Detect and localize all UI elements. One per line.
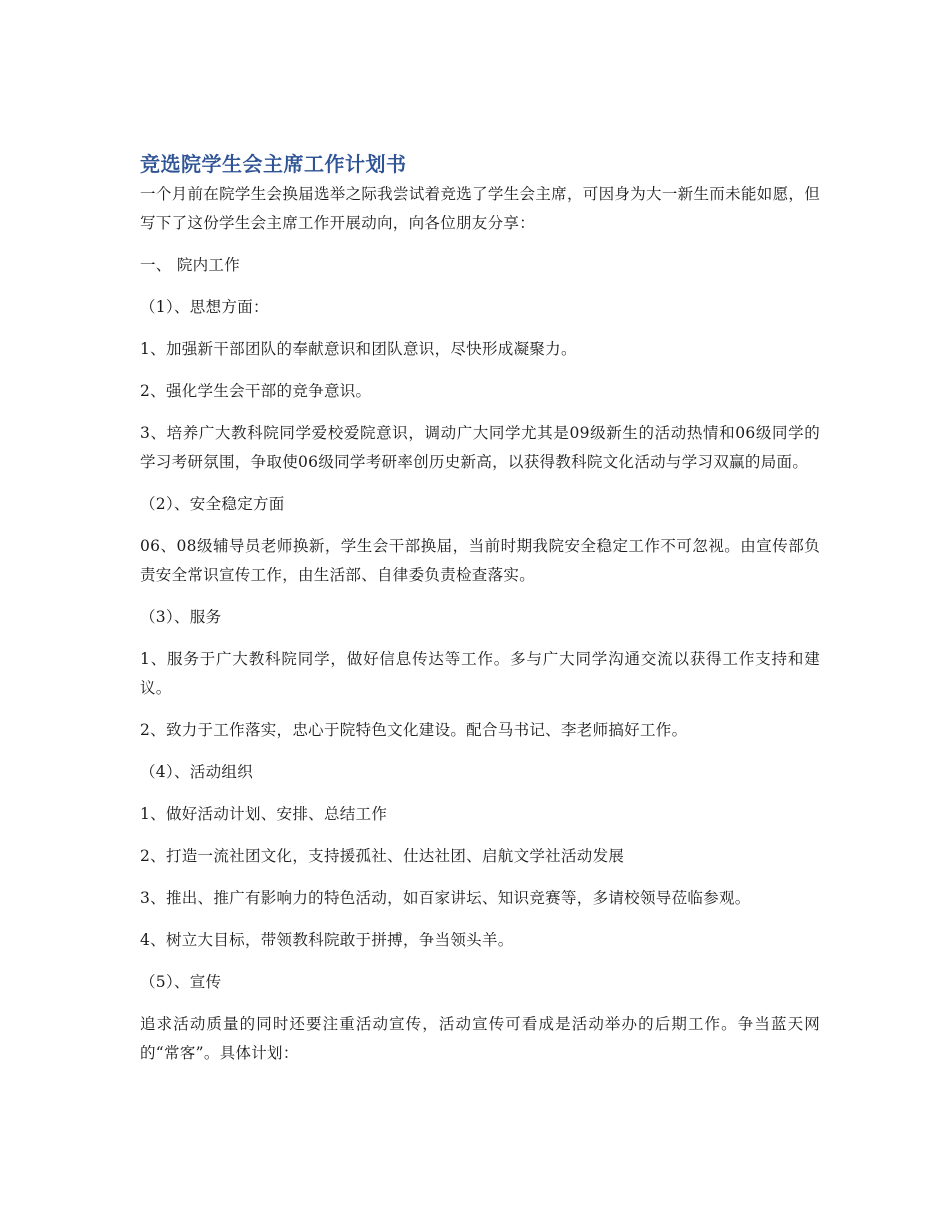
body-paragraph: 06、08级辅导员老师换新，学生会干部换届，当前时期我院安全稳定工作不可忽视。由宣传部负责安全常识宣传工作，由生活部、自律委负责检查落实。 xyxy=(140,537,820,584)
subsection-heading-service: （3）、服务 xyxy=(140,608,222,626)
list-item: 3、培养广大教科院同学爱校爱院意识，调动广大同学尤其是09级新生的活动热情和06级同学的学习考研氛围，争取使06级同学考研率创历史新高，以获得教科院文化活动与学习双赢的局面。 xyxy=(140,424,820,471)
subsection-heading-activities: （4）、活动组织 xyxy=(140,763,254,781)
list-item: 1、加强新干部团队的奉献意识和团队意识，尽快形成凝聚力。 xyxy=(140,340,577,358)
list-item: 2、强化学生会干部的竞争意识。 xyxy=(140,382,372,400)
document-page xyxy=(140,148,820,1081)
list-item: 1、服务于广大教科院同学，做好信息传达等工作。多与广大同学沟通交流以获得工作支持和建议。 xyxy=(140,650,820,697)
intro-paragraph: 一个月前在院学生会换届选举之际我尝试着竞选了学生会主席，可因身为大一新生而未能如愿，但写下了这份学生会主席工作开展动向，向各位朋友分享： xyxy=(140,185,820,232)
list-item: 2、打造一流社团文化，支持援孤社、仕达社团、启航文学社活动发展 xyxy=(140,847,625,865)
body-paragraph: 追求活动质量的同时还要注重活动宣传，活动宣传可看成是活动举办的后期工作。争当蓝天网的“常客”。具体计划： xyxy=(140,1015,820,1062)
subsection-heading-ideology: （1）、思想方面： xyxy=(140,298,269,316)
list-item: 2、致力于工作落实，忠心于院特色文化建设。配合马书记、李老师搞好工作。 xyxy=(140,721,688,739)
list-item: 1、做好活动计划、安排、总结工作 xyxy=(140,805,388,823)
list-item: 3、推出、推广有影响力的特色活动，如百家讲坛、知识竞赛等，多请校领导莅临参观。 xyxy=(140,889,751,907)
subsection-heading-publicity: （5）、宣传 xyxy=(140,973,222,991)
section-heading-campus-work: 一、 院内工作 xyxy=(140,256,241,274)
subsection-heading-safety: （2）、安全稳定方面 xyxy=(140,495,285,513)
list-item: 4、树立大目标，带领教科院敢于拼搏，争当领头羊。 xyxy=(140,931,514,949)
document-title: 竞选院学生会主席工作计划书 xyxy=(140,152,407,176)
